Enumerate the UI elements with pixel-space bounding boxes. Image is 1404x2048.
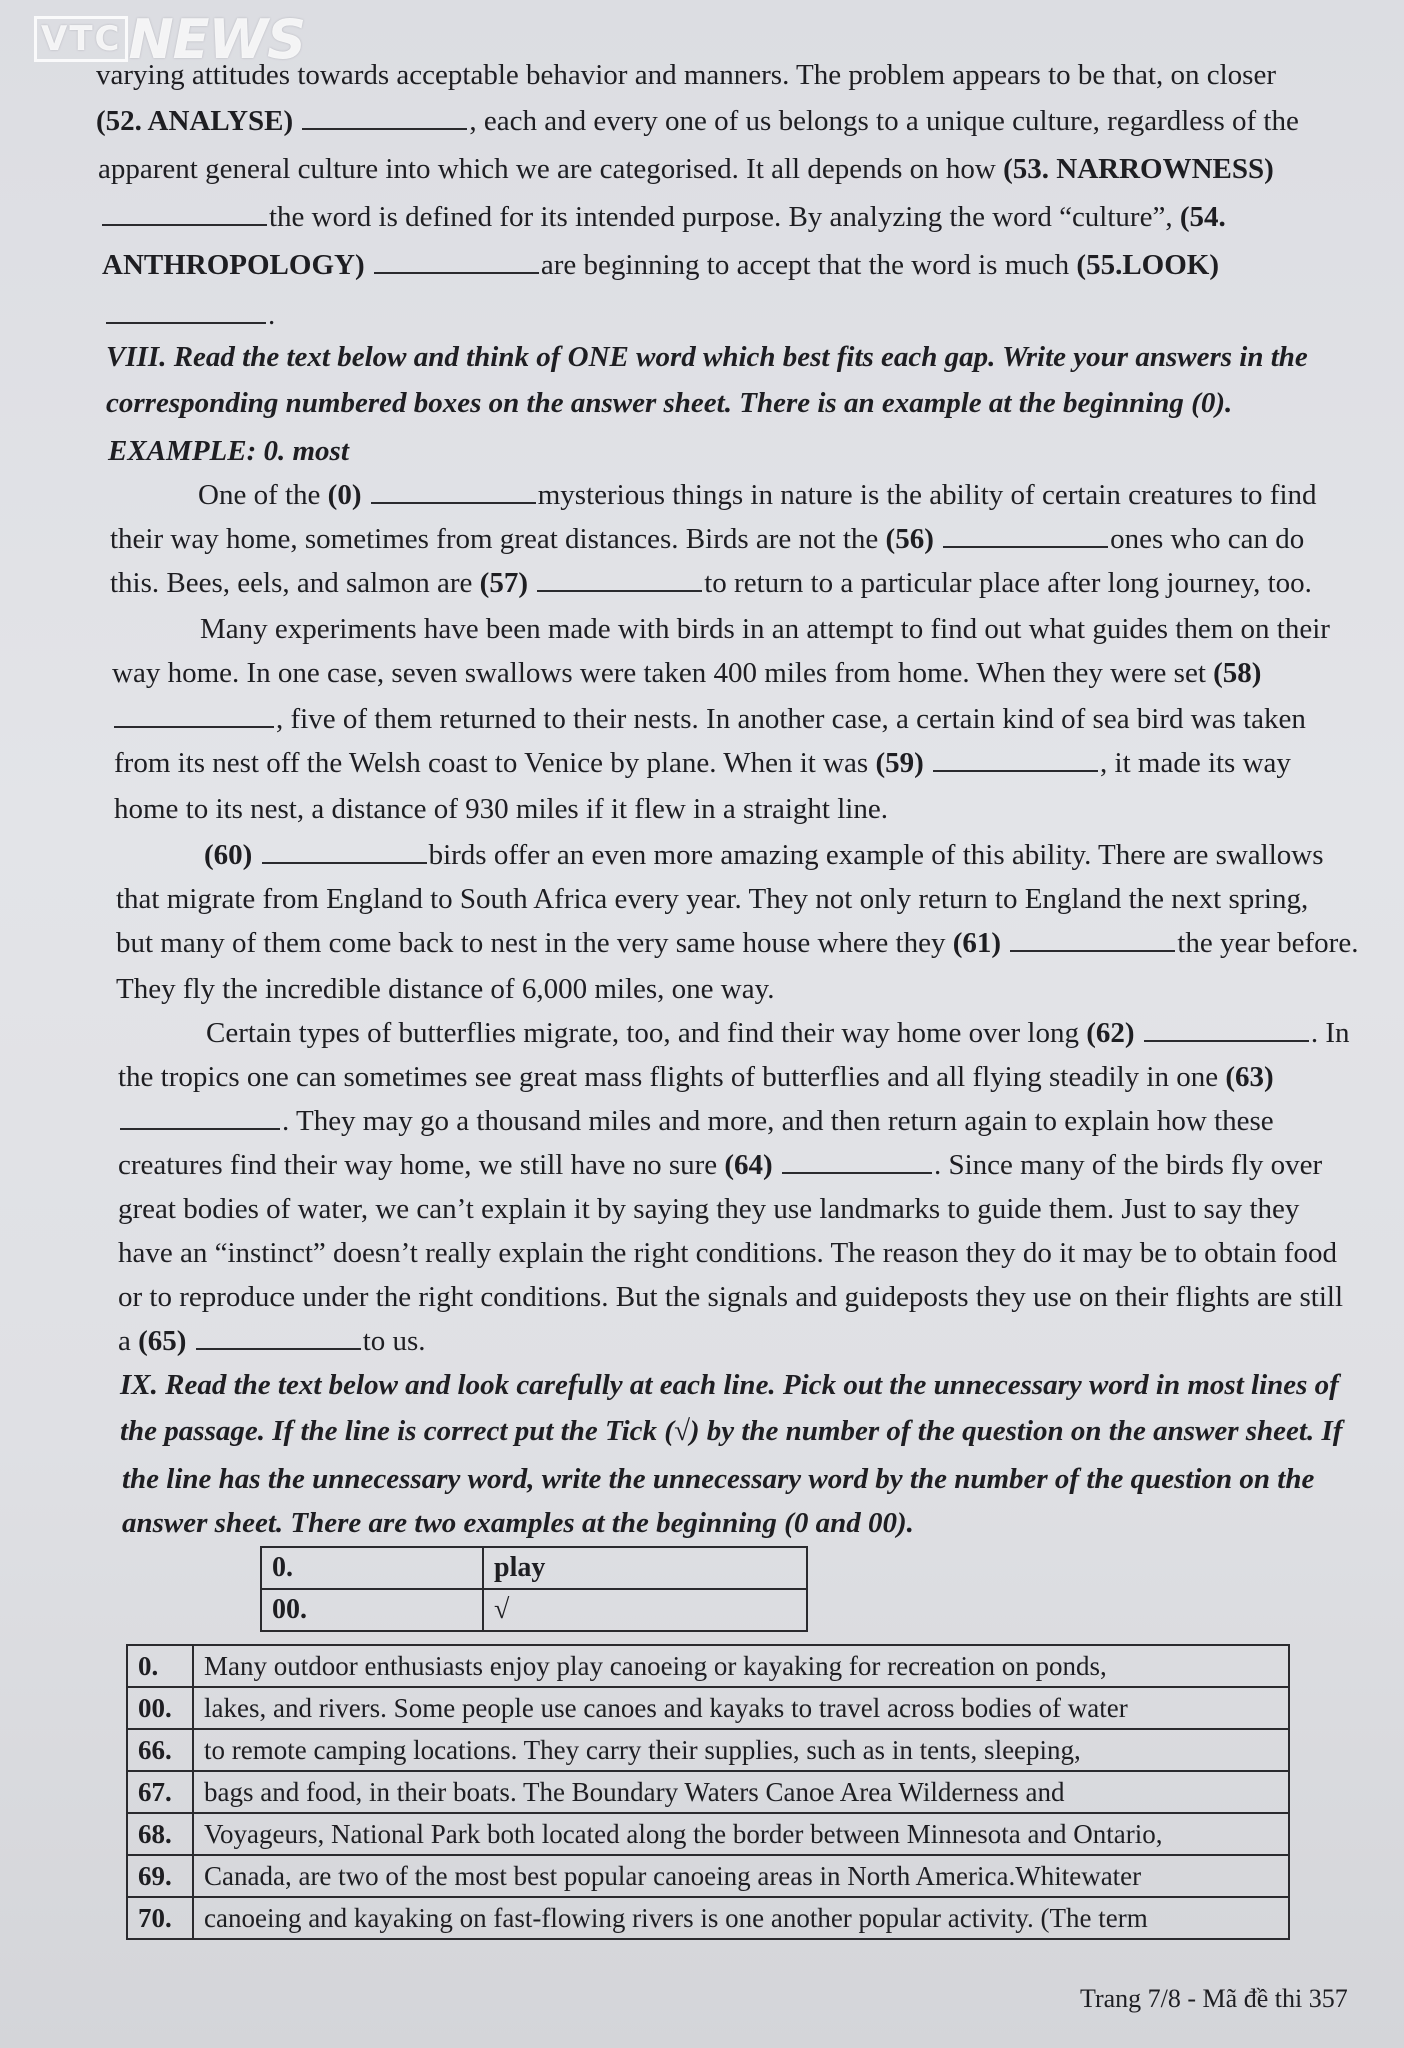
line-number: 69. xyxy=(127,1855,193,1897)
section-9-instruction: the passage. If the line is correct put the Tick (√) by the number of the question on the answer sheet. If xyxy=(120,1415,1343,1447)
answer-blank-65[interactable] xyxy=(196,1326,361,1350)
vtc-news-watermark-logo: VTC NEWS xyxy=(34,8,305,71)
table-row xyxy=(127,1771,1289,1813)
table-row xyxy=(127,1813,1289,1855)
gap-fill-line: their way home, sometimes from great distances. Birds are not the (56) ones who can do xyxy=(110,523,1305,555)
line-text: lakes, and rivers. Some people use canoes and kayaks to travel across bodies of water xyxy=(193,1687,1289,1729)
gap-fill-line: from its nest off the Welsh coast to Venice by plane. When it was (59) , it made its way xyxy=(114,747,1291,779)
line-number: 00. xyxy=(127,1687,193,1729)
passage-line: ANTHROPOLOGY) are beginning to accept that the word is much (55.LOOK) xyxy=(102,249,1219,281)
question-65-label: (65) xyxy=(138,1325,187,1357)
answer-blank-64[interactable] xyxy=(782,1150,932,1174)
line-number: 67. xyxy=(127,1771,193,1813)
section-8-instruction: VIII. Read the text below and think of ONE word which best fits each gap. Write your answers in the xyxy=(106,341,1308,373)
gap-fill-line: , five of them returned to their nests. In another case, a certain kind of sea bird was taken xyxy=(112,702,1306,736)
gap-fill-line: this. Bees, eels, and salmon are (57) to return to a particular place after long journey, too. xyxy=(110,567,1312,599)
line-text: to remote camping locations. They carry their supplies, such as in tents, sleeping, xyxy=(193,1729,1289,1771)
answer-blank-63[interactable] xyxy=(120,1106,280,1130)
page-footer: Trang 7/8 - Mã đề thi 357 xyxy=(1080,1984,1348,2013)
question-64-label: (64) xyxy=(724,1149,773,1181)
question-57-label: (57) xyxy=(479,567,528,599)
answer-blank-52[interactable] xyxy=(302,106,467,130)
gap-fill-line: . They may go a thousand miles and more, and then return again to explain how these xyxy=(118,1104,1274,1138)
line-number: 0. xyxy=(127,1645,193,1687)
answer-blank-58[interactable] xyxy=(114,704,274,728)
table-row xyxy=(127,1645,1289,1687)
question-59-label: (59) xyxy=(875,747,924,779)
gap-fill-line: a (65) to us. xyxy=(118,1325,426,1357)
table-row xyxy=(261,1589,807,1631)
gap-fill-line: creatures find their way home, we still have no sure (64) . Since many of the birds fly over xyxy=(118,1149,1323,1181)
gap-fill-line: or to reproduce under the right conditions. But the signals and guideposts they use on their flights are still xyxy=(118,1281,1344,1313)
passage-line: (52. ANALYSE) , each and every one of us belongs to a unique culture, regardless of the xyxy=(96,105,1299,137)
table-row xyxy=(261,1547,807,1589)
line-text: Voyageurs, National Park both located along the border between Minnesota and Ontario, xyxy=(193,1813,1289,1855)
table-row xyxy=(127,1729,1289,1771)
gap-fill-line: They fly the incredible distance of 6,000 miles, one way. xyxy=(116,973,775,1005)
answer-blank-0[interactable] xyxy=(371,480,536,504)
answer-blank-53[interactable] xyxy=(102,202,267,226)
question-58-label: (58) xyxy=(1213,657,1262,689)
question-54-label-cont: ANTHROPOLOGY) xyxy=(102,249,365,281)
section-9-instruction: answer sheet. There are two examples at the beginning (0 and 00). xyxy=(122,1507,914,1539)
line-text: Canada, are two of the most best popular canoeing areas in North America.Whitewater xyxy=(193,1855,1289,1897)
example-number: 0. xyxy=(261,1547,483,1589)
question-63-label: (63) xyxy=(1225,1061,1274,1093)
answer-blank-62[interactable] xyxy=(1144,1018,1309,1042)
passage-line: . xyxy=(104,298,275,332)
question-53-label: (53. NARROWNESS) xyxy=(1003,153,1274,185)
question-61-label: (61) xyxy=(952,927,1002,959)
question-60-label: (60) xyxy=(204,839,253,871)
line-number: 68. xyxy=(127,1813,193,1855)
gap-fill-line: (60) birds offer an even more amazing example of this ability. There are swallows xyxy=(204,839,1324,871)
answer-blank-61[interactable] xyxy=(1010,928,1175,952)
passage-line: apparent general culture into which we are categorised. It all depends on how (53. NARROWNESS) xyxy=(98,153,1274,185)
table-row xyxy=(127,1687,1289,1729)
gap-fill-line: Certain types of butterflies migrate, too, and find their way home over long (62) . In xyxy=(206,1017,1350,1049)
answer-blank-55[interactable] xyxy=(106,300,266,324)
line-text: Many outdoor enthusiasts enjoy play canoeing or kayaking for recreation on ponds, xyxy=(193,1645,1289,1687)
example-number: 00. xyxy=(261,1589,483,1631)
answer-blank-57[interactable] xyxy=(537,568,702,592)
question-56-label: (56) xyxy=(885,523,934,555)
passage-line: the word is defined for its intended purpose. By analyzing the word “culture”, (54. xyxy=(100,200,1226,234)
line-number: 70. xyxy=(127,1897,193,1939)
section-8-instruction: corresponding numbered boxes on the answer sheet. There is an example at the beginning (0). xyxy=(106,387,1233,419)
question-55-label: (55.LOOK) xyxy=(1076,249,1219,281)
table-row xyxy=(127,1897,1289,1939)
gap-fill-line: Many experiments have been made with birds in an attempt to find out what guides them on their xyxy=(200,613,1330,645)
gap-fill-line: have an “instinct” doesn’t really explain the right conditions. The reason they do it may be to obtain food xyxy=(118,1237,1338,1269)
gap-fill-line: One of the (0) mysterious things in nature is the ability of certain creatures to find xyxy=(198,479,1317,511)
section-8-example: EXAMPLE: 0. most xyxy=(108,435,349,467)
example-answer: √ xyxy=(483,1589,807,1631)
example-answer: play xyxy=(483,1547,807,1589)
question-0-label: (0) xyxy=(327,479,362,511)
gap-fill-line: the tropics one can sometimes see great mass flights of butterflies and all flying steadily in one (63) xyxy=(118,1061,1274,1093)
gap-fill-line: that migrate from England to South Africa every year. They not only return to England the next spring, xyxy=(116,883,1309,915)
passage-line: varying attitudes towards acceptable behavior and manners. The problem appears to be that, on closer xyxy=(96,59,1276,91)
line-text: canoeing and kayaking on fast-flowing rivers is one another popular activity. (The term xyxy=(193,1897,1289,1939)
gap-fill-line: way home. In one case, seven swallows were taken 400 miles from home. When they were set (58) xyxy=(112,657,1262,689)
section-9-instruction: IX. Read the text below and look carefully at each line. Pick out the unnecessary word in most lines of xyxy=(120,1369,1339,1401)
question-54-label: (54. xyxy=(1179,201,1226,233)
answer-blank-59[interactable] xyxy=(933,748,1098,772)
question-52-label: (52. ANALYSE) xyxy=(96,105,294,137)
answer-blank-60[interactable] xyxy=(262,840,427,864)
gap-fill-line: but many of them come back to nest in the very same house where they (61) the year before. xyxy=(116,927,1359,959)
question-62-label: (62) xyxy=(1086,1017,1135,1049)
answer-blank-54[interactable] xyxy=(374,250,539,274)
answer-blank-56[interactable] xyxy=(943,524,1108,548)
line-text: bags and food, in their boats. The Boundary Waters Canoe Area Wilderness and xyxy=(193,1771,1289,1813)
section-9-instruction: the line has the unnecessary word, write the unnecessary word by the number of the question on the xyxy=(122,1463,1315,1495)
gap-fill-line: home to its nest, a distance of 930 miles if it flew in a straight line. xyxy=(114,793,888,825)
table-row xyxy=(127,1855,1289,1897)
examples-table xyxy=(260,1546,808,1632)
error-identification-table xyxy=(126,1644,1290,1940)
gap-fill-line: great bodies of water, we can’t explain it by saying they use landmarks to guide them. Just to say they xyxy=(118,1193,1300,1225)
line-number: 66. xyxy=(127,1729,193,1771)
